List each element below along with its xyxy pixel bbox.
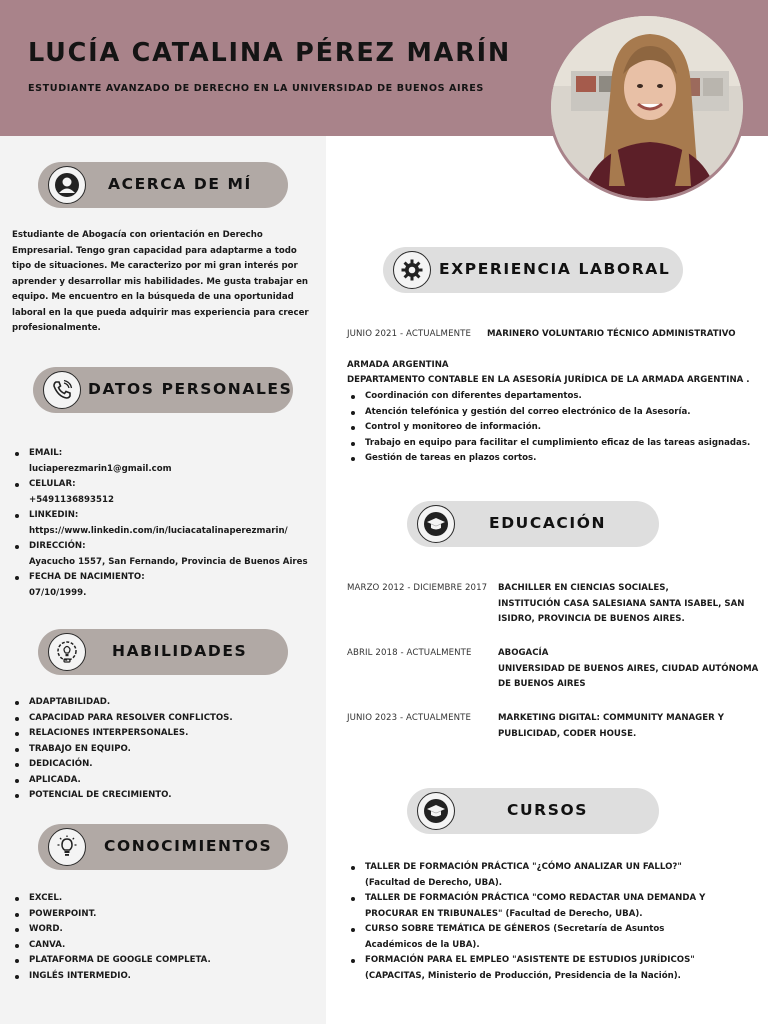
- email-value[interactable]: luciaperezmarin1@gmail.com: [29, 463, 172, 474]
- list-item: Gestión de tareas en plazos cortos.: [348, 451, 760, 467]
- list-item: TRABAJO EN EQUIPO.: [12, 742, 324, 758]
- personal-label: CELULAR:: [29, 479, 76, 489]
- about-paragraph: [12, 228, 324, 337]
- experience-role: MARINERO VOLUNTARIO TÉCNICO ADMINISTRATIVO: [487, 329, 736, 339]
- experience-tasks-list: [348, 389, 760, 467]
- course-line: PROCURAR EN TRIBUNALES" (Facultad de Derecho, UBA).: [365, 908, 643, 919]
- education-detail: [498, 711, 763, 742]
- list-item: POWERPOINT.: [12, 907, 324, 923]
- list-item: ADAPTABILIDAD.: [12, 695, 324, 711]
- section-title-skills: HABILIDADES: [112, 642, 248, 660]
- education-line: MARKETING DIGITAL: COMMUNITY MANAGER Y: [498, 713, 724, 723]
- education-line: INSTITUCIÓN CASA SALESIANA SANTA ISABEL, SAN: [498, 598, 745, 609]
- about-line: tipo de situaciones. Me caracterizo por mi gran interés por: [12, 261, 298, 271]
- graduation-cap-icon: [417, 792, 455, 830]
- education-line: PUBLICIDAD, CODER HOUSE.: [498, 728, 637, 739]
- personal-label: LINKEDIN:: [29, 510, 79, 520]
- section-header-experience: [383, 247, 683, 293]
- course-line: CURSO SOBRE TEMÁTICA DE GÉNEROS (Secretaría de Asuntos: [365, 924, 665, 934]
- course-line: TALLER DE FORMACIÓN PRÁCTICA "¿CÓMO ANALIZAR UN FALLO?": [365, 862, 682, 872]
- user-icon: [48, 166, 86, 204]
- birthdate-value: 07/10/1999.: [29, 587, 87, 598]
- education-detail: [498, 581, 763, 628]
- list-item: RELACIONES INTERPERSONALES.: [12, 726, 324, 742]
- knowledge-list: [12, 891, 324, 984]
- list-item: [12, 477, 324, 508]
- section-title-about: ACERCA DE MÍ: [108, 175, 252, 193]
- education-line: UNIVERSIDAD DE BUENOS AIRES, CIUDAD AUTÓNOMA: [498, 663, 759, 674]
- list-item: [12, 570, 324, 601]
- education-date: ABRIL 2018 - ACTUALMENTE: [347, 648, 472, 658]
- personal-label: FECHA DE NACIMIENTO:: [29, 572, 145, 582]
- education-detail: [498, 646, 763, 693]
- course-line: (CAPACITAS, Ministerio de Producción, Presidencia de la Nación).: [365, 970, 681, 981]
- section-title-personal: DATOS PERSONALES: [88, 380, 293, 398]
- section-header-about: [38, 162, 288, 208]
- list-item: CAPACIDAD PARA RESOLVER CONFLICTOS.: [12, 711, 324, 727]
- list-item: [348, 953, 760, 984]
- about-line: Empresarial. Tengo gran capacidad para adaptarme a todo: [12, 245, 297, 256]
- course-line: Académicos de la UBA).: [365, 939, 480, 950]
- course-line: (Facultad de Derecho, UBA).: [365, 877, 503, 888]
- list-item: WORD.: [12, 922, 324, 938]
- about-line: Estudiante de Abogacía con orientación en Derecho: [12, 230, 263, 240]
- lightbulb-icon: [48, 828, 86, 866]
- experience-dept: DEPARTAMENTO CONTABLE EN LA ASESORÍA JURÍDICA DE LA ARMADA ARGENTINA .: [347, 375, 750, 385]
- list-item: EXCEL.: [12, 891, 324, 907]
- phone-icon: [43, 371, 81, 409]
- section-header-education: [407, 501, 659, 547]
- experience-date: JUNIO 2021 - ACTUALMENTE: [347, 329, 472, 339]
- list-item: Control y monitoreo de información.: [348, 420, 760, 436]
- gear-icon: [393, 251, 431, 289]
- linkedin-value[interactable]: https://www.linkedin.com/in/luciacatalinaperezmarin/: [29, 525, 288, 536]
- about-line: aprender y desarrollar mis habilidades. Me gusta trabajar en: [12, 276, 309, 287]
- lightbulb-gear-icon: [48, 633, 86, 671]
- personal-data-list: [12, 446, 324, 601]
- section-header-courses: [407, 788, 659, 834]
- personal-label: DIRECCIÓN:: [29, 541, 86, 551]
- list-item: [348, 860, 760, 891]
- graduation-cap-icon: [417, 505, 455, 543]
- list-item: INGLÉS INTERMEDIO.: [12, 969, 324, 985]
- education-date: JUNIO 2023 - ACTUALMENTE: [347, 713, 472, 723]
- about-line: profesionalmente.: [12, 323, 101, 333]
- section-header-personal: [33, 367, 293, 413]
- list-item: Coordinación con diferentes departamentos.: [348, 389, 760, 405]
- section-title-courses: CURSOS: [507, 801, 588, 819]
- section-title-education: EDUCACIÓN: [489, 514, 607, 532]
- candidate-tagline: ESTUDIANTE AVANZADO DE DERECHO EN LA UNIVERSIDAD DE BUENOS AIRES: [28, 83, 484, 94]
- address-value: Ayacucho 1557, San Fernando, Provincia de Buenos Aires: [29, 556, 308, 567]
- education-line: ISIDRO, PROVINCIA DE BUENOS AIRES.: [498, 614, 685, 624]
- list-item: [12, 508, 324, 539]
- course-line: FORMACIÓN PARA EL EMPLEO "ASISTENTE DE ESTUDIOS JURÍDICOS": [365, 955, 695, 965]
- skills-list: [12, 695, 324, 804]
- list-item: [348, 891, 760, 922]
- phone-value: +5491136893512: [29, 494, 114, 505]
- list-item: POTENCIAL DE CRECIMIENTO.: [12, 788, 324, 804]
- course-line: TALLER DE FORMACIÓN PRÁCTICA "COMO REDACTAR UNA DEMANDA Y: [365, 893, 706, 903]
- candidate-name: LUCÍA CATALINA PÉREZ MARÍN: [28, 38, 512, 68]
- education-date: MARZO 2012 - DICIEMBRE 2017: [347, 583, 488, 593]
- education-line: ABOGACÍA: [498, 648, 549, 658]
- about-line: equipo. Me encuentro en la búsqueda de una oportunidad: [12, 292, 294, 302]
- about-line: laboral en la que pueda adquirir mas experiencia para crecer: [12, 307, 309, 318]
- courses-list: [348, 860, 760, 984]
- personal-label: EMAIL:: [29, 448, 63, 458]
- list-item: Trabajo en equipo para facilitar el cumplimiento eficaz de las tareas asignadas.: [348, 436, 760, 452]
- list-item: APLICADA.: [12, 773, 324, 789]
- section-header-skills: [38, 629, 288, 675]
- profile-photo-illustration: [551, 16, 746, 201]
- education-line: BACHILLER EN CIENCIAS SOCIALES,: [498, 583, 669, 593]
- section-header-knowledge: [38, 824, 288, 870]
- list-item: [348, 922, 760, 953]
- list-item: CANVA.: [12, 938, 324, 954]
- section-title-knowledge: CONOCIMIENTOS: [104, 837, 273, 855]
- list-item: [12, 446, 324, 477]
- section-title-experience: EXPERIENCIA LABORAL: [439, 260, 671, 278]
- list-item: DEDICACIÓN.: [12, 757, 324, 773]
- education-line: DE BUENOS AIRES: [498, 679, 586, 689]
- list-item: [12, 539, 324, 570]
- list-item: Atención telefónica y gestión del correo electrónico de la Asesoría.: [348, 405, 760, 421]
- list-item: PLATAFORMA DE GOOGLE COMPLETA.: [12, 953, 324, 969]
- experience-org: ARMADA ARGENTINA: [347, 360, 449, 370]
- profile-photo: [548, 13, 746, 201]
